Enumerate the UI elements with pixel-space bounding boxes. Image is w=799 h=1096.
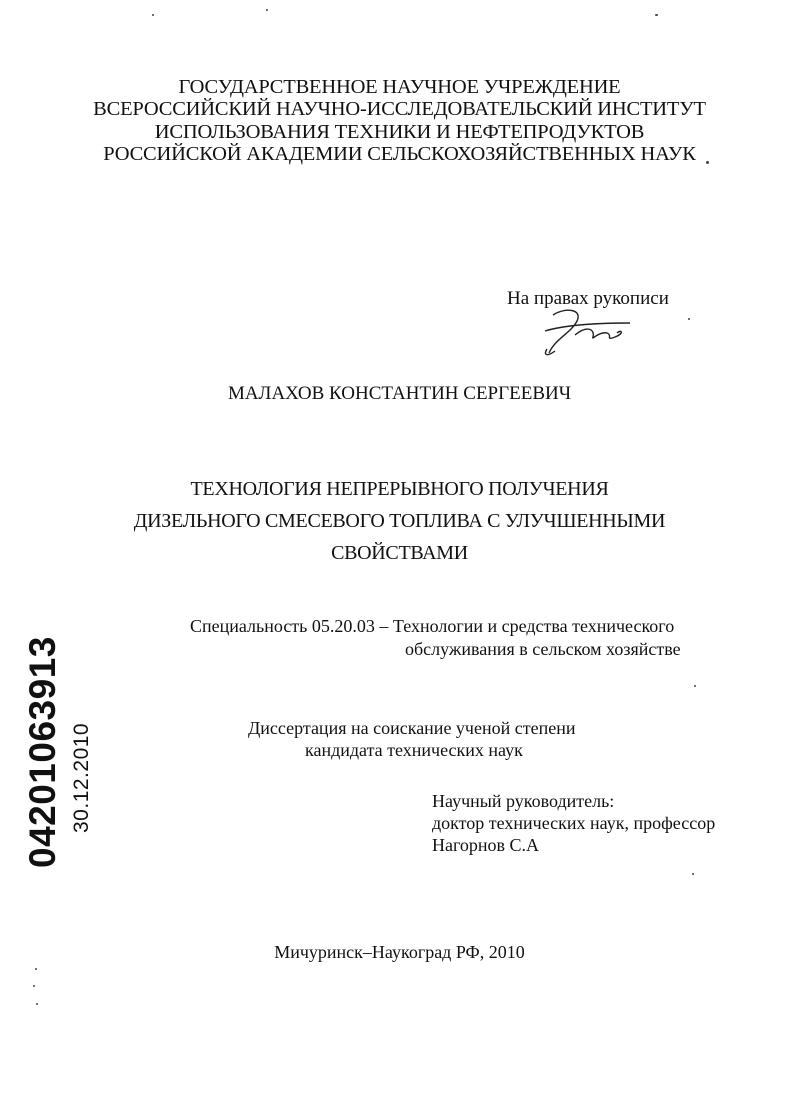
supervisor-label: Научный руководитель: (432, 791, 615, 811)
title-line: ДИЗЕЛЬНОГО СМЕСЕВОГО ТОПЛИВА С УЛУЧШЕННЫМИ (133, 510, 666, 532)
scan-speck (266, 9, 268, 11)
title-line: СВОЙСТВАМИ (331, 542, 468, 564)
degree-line: Диссертация на соискание ученой степени (248, 718, 576, 738)
scan-speck (152, 14, 154, 16)
scan-speck (692, 873, 694, 875)
signature-icon (535, 303, 660, 361)
manuscript-rights-label: На правах рукописи (507, 288, 669, 309)
scan-speck (694, 685, 696, 687)
specialty-line: Специальность 05.20.03 – Технологии и средства технического (190, 616, 675, 636)
degree-line: кандидата технических наук (305, 740, 523, 760)
archive-date-stamp: 30.12.2010 (70, 722, 93, 833)
scan-speck (36, 1003, 38, 1005)
institution-line: ИСПОЛЬЗОВАНИЯ ТЕХНИКИ И НЕФТЕПРОДУКТОВ (154, 121, 645, 143)
supervisor-rank: доктор технических наук, профессор (432, 813, 716, 833)
author-name: МАЛАХОВ КОНСТАНТИН СЕРГЕЕВИЧ (227, 383, 572, 404)
specialty-line: обслуживания в сельском хозяйстве (405, 639, 681, 659)
scan-speck (35, 968, 37, 970)
scan-speck (688, 318, 690, 320)
place-year: Мичуринск–Наукоград РФ, 2010 (274, 942, 525, 962)
institution-line: РОССИЙСКОЙ АКАДЕМИИ СЕЛЬСКОХОЗЯЙСТВЕННЫХ НАУК (103, 143, 696, 165)
supervisor-name: Нагорнов С.А (432, 835, 540, 855)
institution-line: ГОСУДАРСТВЕННОЕ НАУЧНОЕ УЧРЕЖДЕНИЕ (178, 76, 621, 98)
title-line: ТЕХНОЛОГИЯ НЕПРЕРЫВНОГО ПОЛУЧЕНИЯ (190, 478, 609, 500)
archive-number-stamp: 04201063913 (22, 636, 63, 868)
institution-line: ВСЕРОССИЙСКИЙ НАУЧНО-ИССЛЕДОВАТЕЛЬСКИЙ ИНСТИТУТ (93, 98, 706, 120)
scan-speck (655, 14, 658, 16)
scan-speck (33, 985, 35, 987)
scan-speck (706, 161, 709, 164)
